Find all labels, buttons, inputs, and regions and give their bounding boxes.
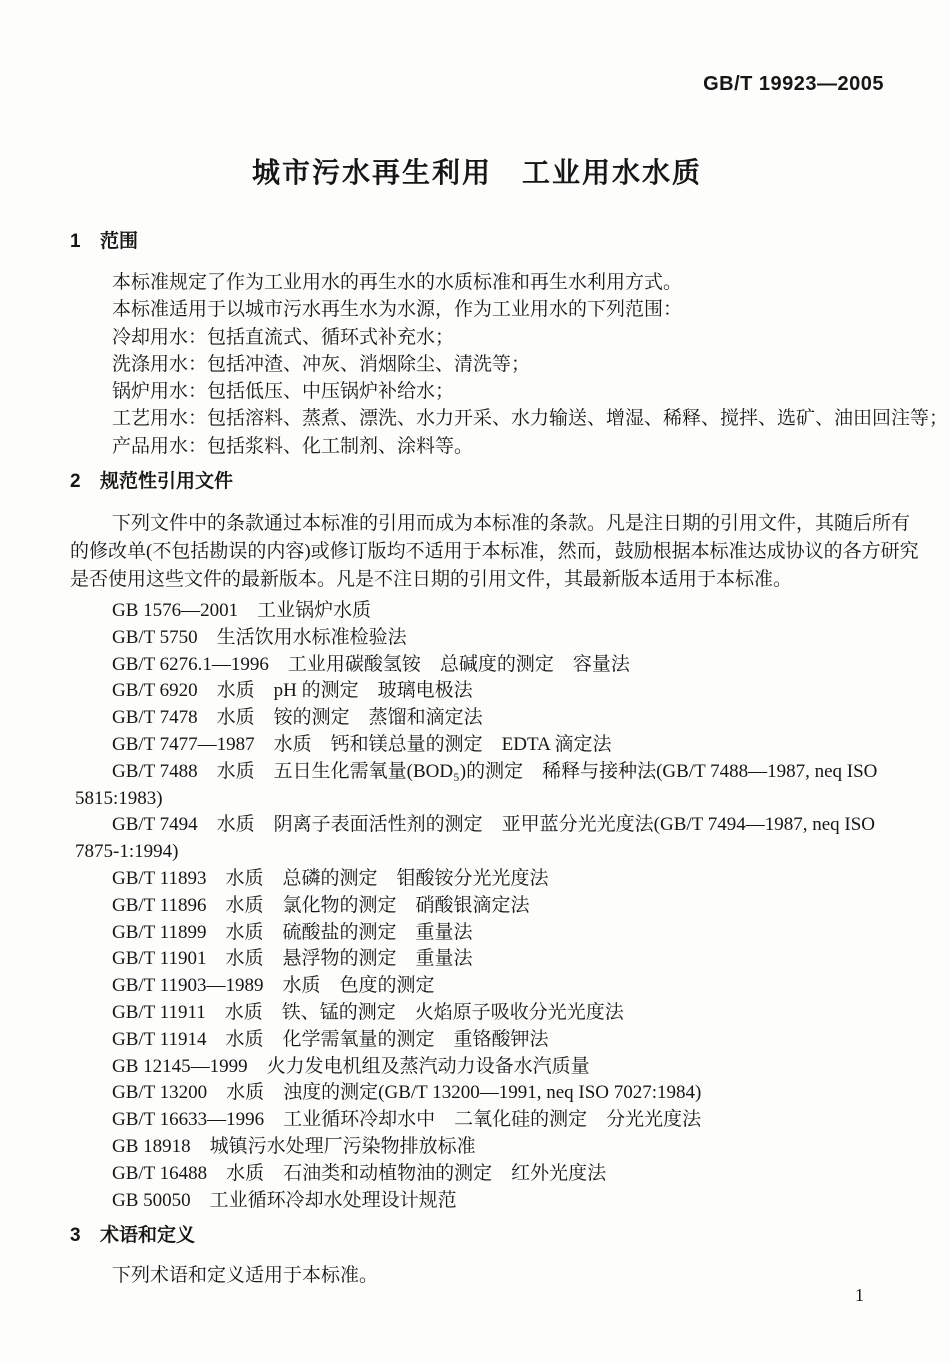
reference-line: GB/T 6276.1—1996 工业用碳酸氢铵 总碱度的测定 容量法 xyxy=(112,653,630,675)
reference-line: GB/T 7478 水质 铵的测定 蒸馏和滴定法 xyxy=(112,707,483,729)
section-2-number: 2 xyxy=(70,471,81,493)
section-1-number: 1 xyxy=(70,231,81,252)
intro-line: 是否使用这些文件的最新版本。凡是不注日期的引用文件，其最新版本适用于本标准。 xyxy=(70,569,793,591)
reference-line: GB/T 16488 水质 石油类和动植物油的测定 红外光度法 xyxy=(112,1162,607,1184)
scope-line: 本标准适用于以城市污水再生水为水源，作为工业用水的下列范围： xyxy=(112,299,683,321)
scope-paragraphs xyxy=(70,269,949,460)
page-number: 1 xyxy=(855,1285,864,1305)
reference-line: GB/T 11901 水质 悬浮物的测定 重量法 xyxy=(112,948,473,970)
reference-line: GB 18918 城镇污水处理厂污染物排放标准 xyxy=(112,1136,476,1158)
scope-line: 产品用水：包括浆料、化工制剂、涂料等。 xyxy=(112,435,474,457)
normative-references-intro xyxy=(70,510,919,594)
section-2-label: 规范性引用文件 xyxy=(100,471,234,493)
scope-line: 锅炉用水：包括低压、中压锅炉补给水； xyxy=(112,381,455,403)
terms-paragraphs xyxy=(70,1262,884,1289)
reference-line: 5815:1983) xyxy=(75,787,163,809)
scope-line: 冷却用水：包括直流式、循环式补充水； xyxy=(112,326,455,348)
reference-line: GB/T 11903—1989 水质 色度的测定 xyxy=(112,975,435,997)
reference-line: GB 50050 工业循环冷却水处理设计规范 xyxy=(112,1189,457,1211)
intro-line: 的修改单(不包括勘误的内容)或修订版均不适用于本标准，然而，鼓励根据本标准达成协议的各方研究 xyxy=(70,541,919,563)
intro-line: 下列文件中的条款通过本标准的引用而成为本标准的条款。凡是注日期的引用文件，其随后所有 xyxy=(112,513,911,535)
section-1-label: 范围 xyxy=(100,231,139,252)
reference-line: GB/T 11893 水质 总磷的测定 钼酸铵分光光度法 xyxy=(112,868,549,890)
section-3-number: 3 xyxy=(70,1225,81,1247)
scope-line: 工艺用水：包括溶料、蒸煮、漂洗、水力开采、水力输送、增湿、稀释、搅拌、选矿、油田回注等； xyxy=(112,408,949,430)
reference-line: GB/T 11914 水质 化学需氧量的测定 重铬酸钾法 xyxy=(112,1028,549,1050)
reference-line: GB/T 16633—1996 工业循环冷却水中 二氧化硅的测定 分光光度法 xyxy=(112,1109,702,1131)
reference-line: GB 12145—1999 火力发电机组及蒸汽动力设备水汽质量 xyxy=(112,1055,590,1077)
reference-line: GB 1576—2001 工业锅炉水质 xyxy=(112,600,372,622)
section-3-label: 术语和定义 xyxy=(100,1225,196,1247)
terms-line: 下列术语和定义适用于本标准。 xyxy=(112,1265,379,1287)
normative-references-list xyxy=(70,598,884,1214)
reference-line: GB/T 7494 水质 阴离子表面活性剂的测定 亚甲蓝分光光度法(GB/T 7494—1987, neq ISO xyxy=(112,814,875,836)
reference-line: GB/T 11896 水质 氯化物的测定 硝酸银滴定法 xyxy=(112,894,530,916)
section-3-heading xyxy=(70,1225,884,1247)
standard-code: GB/T 19923—2005 xyxy=(703,73,884,95)
reference-line: GB/T 7488 水质 五日生化需氧量(BOD₅)的测定 稀释与接种法(GB/T 7488—1987, neq ISO xyxy=(112,760,878,782)
reference-line: GB/T 11911 水质 铁、锰的测定 火焰原子吸收分光光度法 xyxy=(112,1002,624,1024)
reference-line: GB/T 7477—1987 水质 钙和镁总量的测定 EDTA 滴定法 xyxy=(112,734,612,756)
reference-line: GB/T 11899 水质 硫酸盐的测定 重量法 xyxy=(112,921,473,943)
reference-line: GB/T 13200 水质 浊度的测定(GB/T 13200—1991, neq ISO 7027:1984) xyxy=(112,1082,702,1104)
reference-line: GB/T 5750 生活饮用水标准检验法 xyxy=(112,626,407,648)
scope-line: 洗涤用水：包括冲渣、冲灰、消烟除尘、清洗等； xyxy=(112,353,531,375)
scope-line: 本标准规定了作为工业用水的再生水的水质标准和再生水利用方式。 xyxy=(112,272,683,293)
reference-line: GB/T 6920 水质 pH 的测定 玻璃电极法 xyxy=(112,680,473,702)
reference-line: 7875-1:1994) xyxy=(75,841,179,863)
section-1-heading xyxy=(70,231,884,253)
section-2-heading xyxy=(70,471,884,493)
document-title: 城市污水再生利用 工业用水水质 xyxy=(251,157,702,188)
